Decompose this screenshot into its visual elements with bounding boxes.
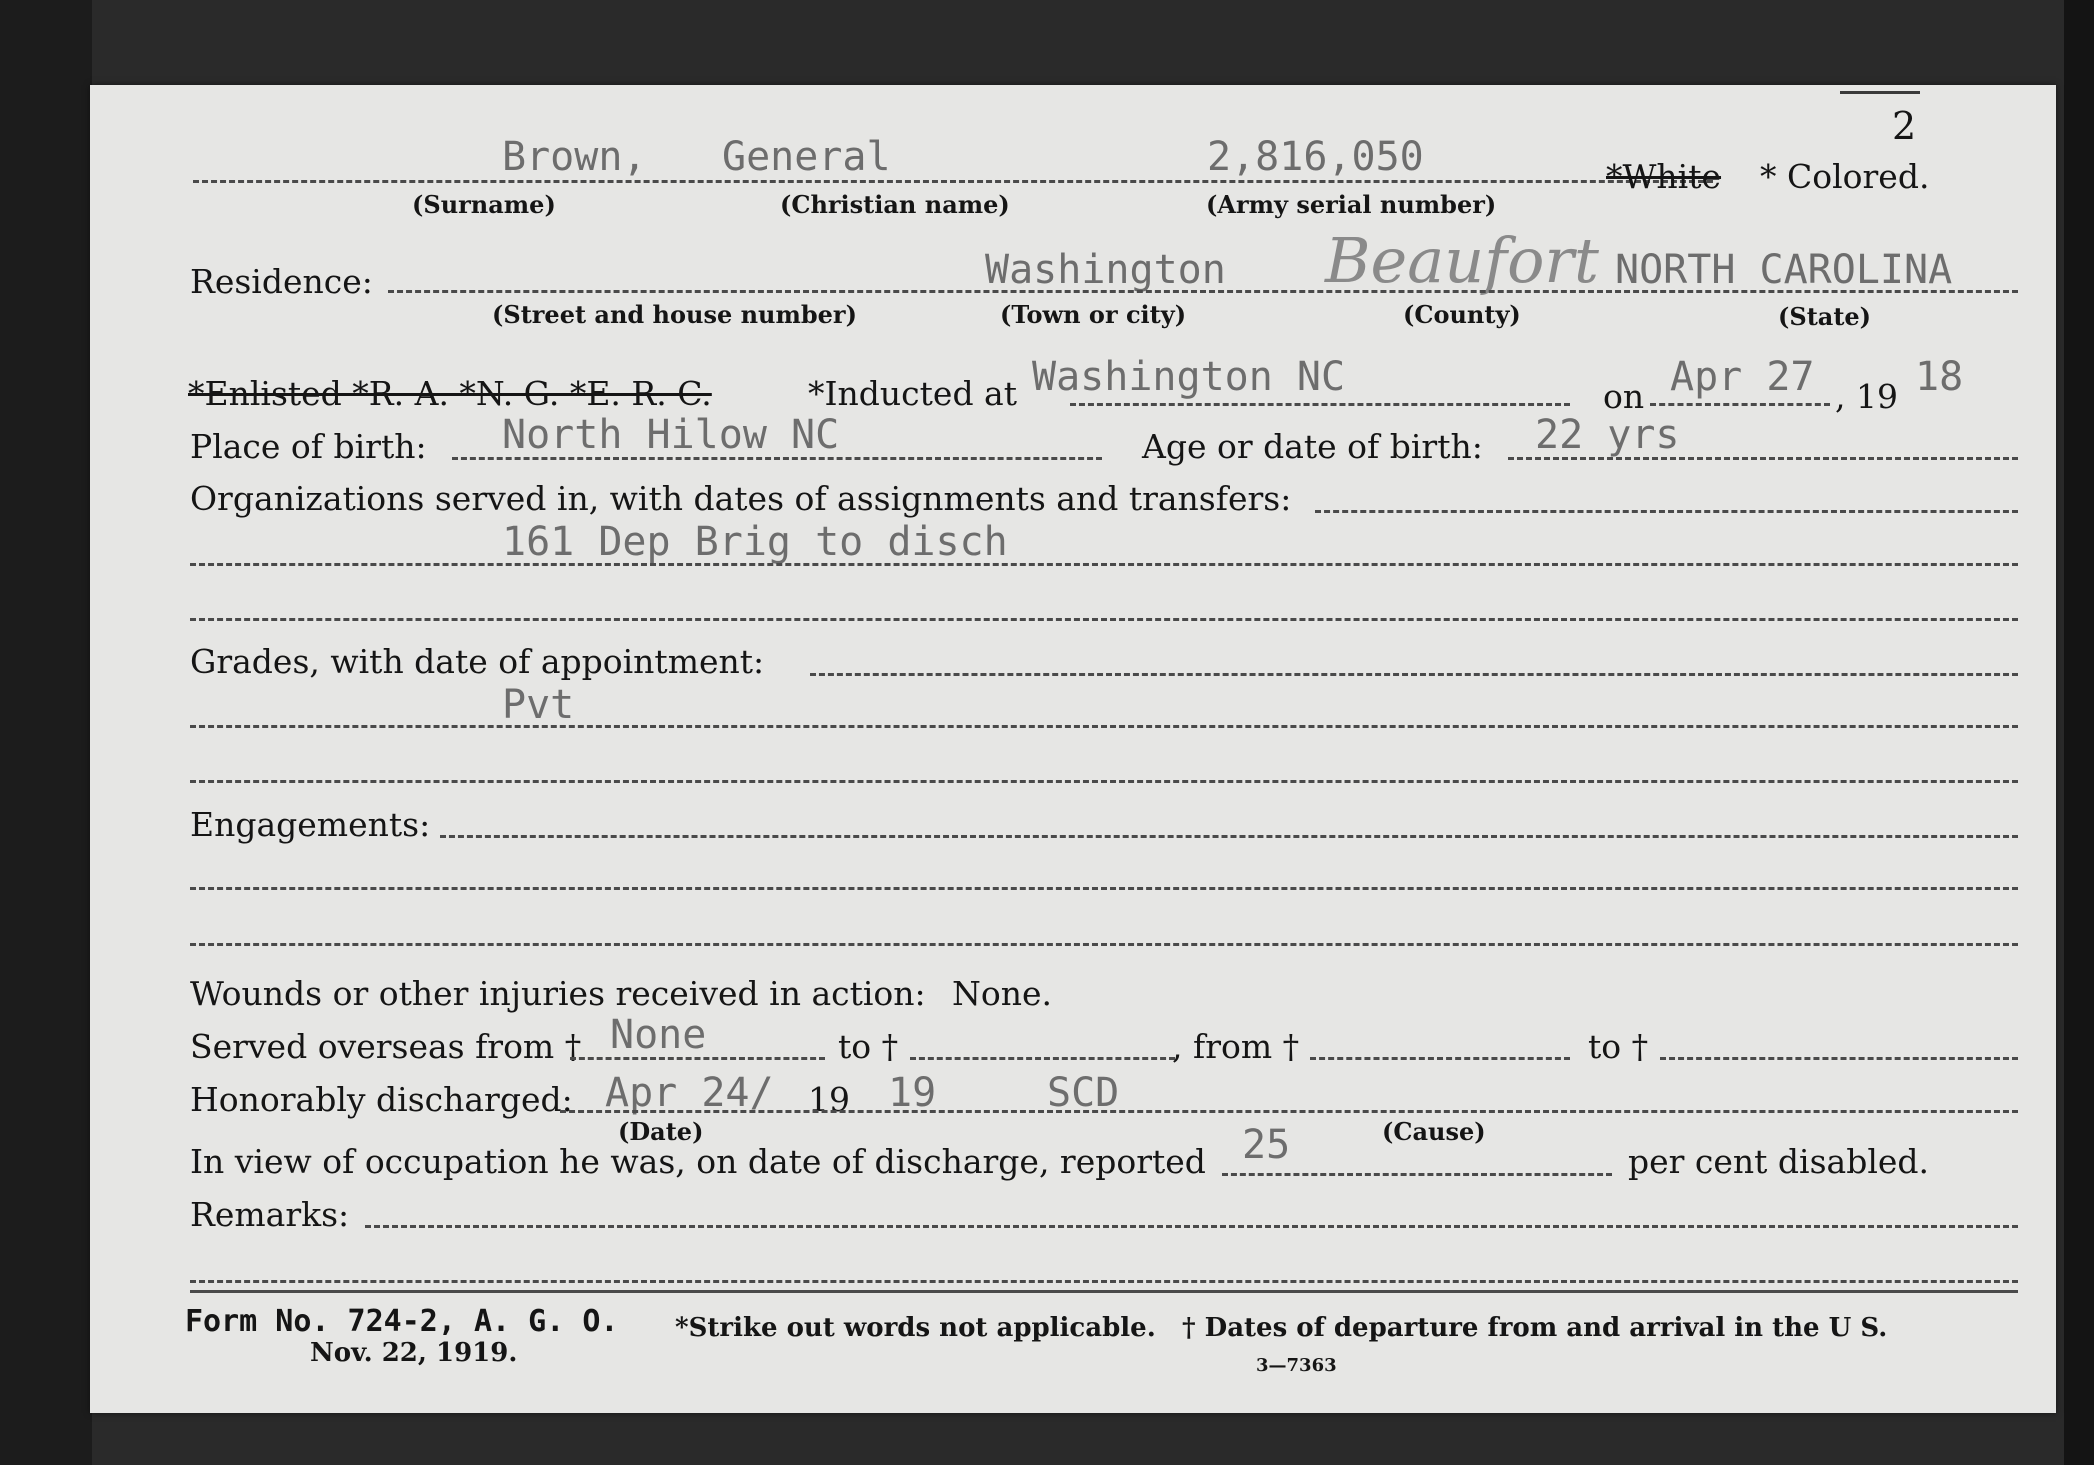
serial-number-value: 2,816,050 <box>1207 134 1424 180</box>
disability-line <box>1222 1173 1612 1176</box>
race-white-struck: *White <box>1606 157 1722 196</box>
town-label: (Town or city) <box>1000 300 1187 329</box>
inducted-date-value: Apr 27 <box>1670 354 1815 400</box>
discharge-year-prefix: 19 <box>808 1080 850 1119</box>
discharge-line <box>560 1110 2018 1113</box>
date-label: (Date) <box>618 1117 704 1146</box>
state-label: (State) <box>1778 302 1872 331</box>
organizations-line-0 <box>1315 510 2018 513</box>
birthplace-label: Place of birth: <box>190 427 427 466</box>
residence-town-value: Washington <box>985 247 1226 293</box>
overseas-to2-line <box>1660 1057 2018 1060</box>
enlisted-struck: *Enlisted *R. A. *N. G. *E. R. C. <box>188 374 712 413</box>
inducted-place-line <box>1070 403 1570 406</box>
wounds-label: Wounds or other injuries received in action: <box>190 974 926 1013</box>
service-record-card <box>90 85 2056 1413</box>
footer-rule-left <box>190 1290 760 1293</box>
christian-name-value: General <box>722 134 891 180</box>
overseas-from2-line <box>1310 1057 1570 1060</box>
remarks-line-1 <box>365 1225 2018 1228</box>
grades-value: Pvt <box>502 682 575 728</box>
remarks-line-2 <box>190 1280 2018 1283</box>
inducted-label: *Inducted at <box>808 374 1017 413</box>
form-number: Form No. 724-2, A. G. O. <box>185 1304 619 1339</box>
wounds-value: None. <box>952 974 1053 1013</box>
age-label: Age or date of birth: <box>1142 427 1483 466</box>
card-number: 2 <box>1892 104 1917 148</box>
discharge-year-value: 19 <box>888 1070 937 1116</box>
dates-note: † Dates of departure from and arrival in the U S. <box>1182 1313 1888 1343</box>
inducted-year-value: 18 <box>1915 354 1964 400</box>
disability-label: In view of occupation he was, on date of discharge, reported <box>190 1142 1206 1181</box>
backdrop-right <box>2064 0 2094 1465</box>
cause-label: (Cause) <box>1382 1117 1486 1146</box>
print-code: 3—7363 <box>1256 1355 1337 1376</box>
to-label-1: to † <box>838 1027 899 1066</box>
from-label: , from † <box>1172 1027 1300 1066</box>
year-prefix: , 19 <box>1835 377 1898 416</box>
on-label: on <box>1603 377 1645 416</box>
overseas-to-line <box>910 1057 1175 1060</box>
form-date: Nov. 22, 1919. <box>310 1338 518 1368</box>
engagements-label: Engagements: <box>190 805 431 844</box>
serial-number-label: (Army serial number) <box>1206 190 1497 219</box>
christian-name-label: (Christian name) <box>780 190 1010 219</box>
grades-label: Grades, with date of appointment: <box>190 642 765 681</box>
overseas-from-value: None <box>610 1012 707 1058</box>
backdrop-left <box>0 0 92 1465</box>
footer-rule-right <box>680 1290 2018 1293</box>
inducted-place-value: Washington NC <box>1032 354 1346 400</box>
birthplace-value: North Hilow NC <box>502 412 840 458</box>
overseas-label: Served overseas from † <box>190 1027 582 1066</box>
residence-label: Residence: <box>190 262 373 301</box>
disability-suffix: per cent disabled. <box>1628 1142 1930 1181</box>
age-line <box>1508 457 2018 460</box>
grades-line-1 <box>190 725 2018 728</box>
birthplace-line <box>452 457 1102 460</box>
remarks-label: Remarks: <box>190 1195 350 1234</box>
engagements-line-0 <box>440 835 2018 838</box>
name-row-line <box>193 180 1713 183</box>
grades-line-2 <box>190 780 2018 783</box>
discharged-label: Honorably discharged: <box>190 1080 573 1119</box>
strike-note: *Strike out words not applicable. <box>675 1313 1156 1343</box>
age-value: 22 yrs <box>1535 412 1680 458</box>
engagements-line-1 <box>190 887 2018 890</box>
organizations-value: 161 Dep Brig to disch <box>502 519 1008 565</box>
residence-state-value: NORTH CAROLINA <box>1615 247 1953 293</box>
surname-label: (Surname) <box>412 190 556 219</box>
inducted-date-line <box>1650 403 1830 406</box>
street-label: (Street and house number) <box>492 300 857 329</box>
card-number-rule <box>1840 91 1920 94</box>
organizations-label: Organizations served in, with dates of assignments and transfers: <box>190 479 1292 518</box>
disability-percent-value: 25 <box>1242 1122 1291 1168</box>
to-label-2: to † <box>1588 1027 1649 1066</box>
discharge-cause-value: SCD <box>1047 1070 1120 1116</box>
organizations-line-2 <box>190 618 2018 621</box>
grades-line-0 <box>810 673 2018 676</box>
engagements-line-2 <box>190 943 2018 946</box>
overseas-from-line <box>570 1057 825 1060</box>
race-colored: * Colored. <box>1760 157 1930 196</box>
surname-value: Brown, <box>502 134 647 180</box>
county-label: (County) <box>1403 300 1521 329</box>
residence-line <box>388 290 2018 293</box>
organizations-line-1 <box>190 563 2018 566</box>
discharge-date-value: Apr 24/ <box>605 1070 774 1116</box>
residence-county-handwritten: Beaufort <box>1325 224 1599 297</box>
